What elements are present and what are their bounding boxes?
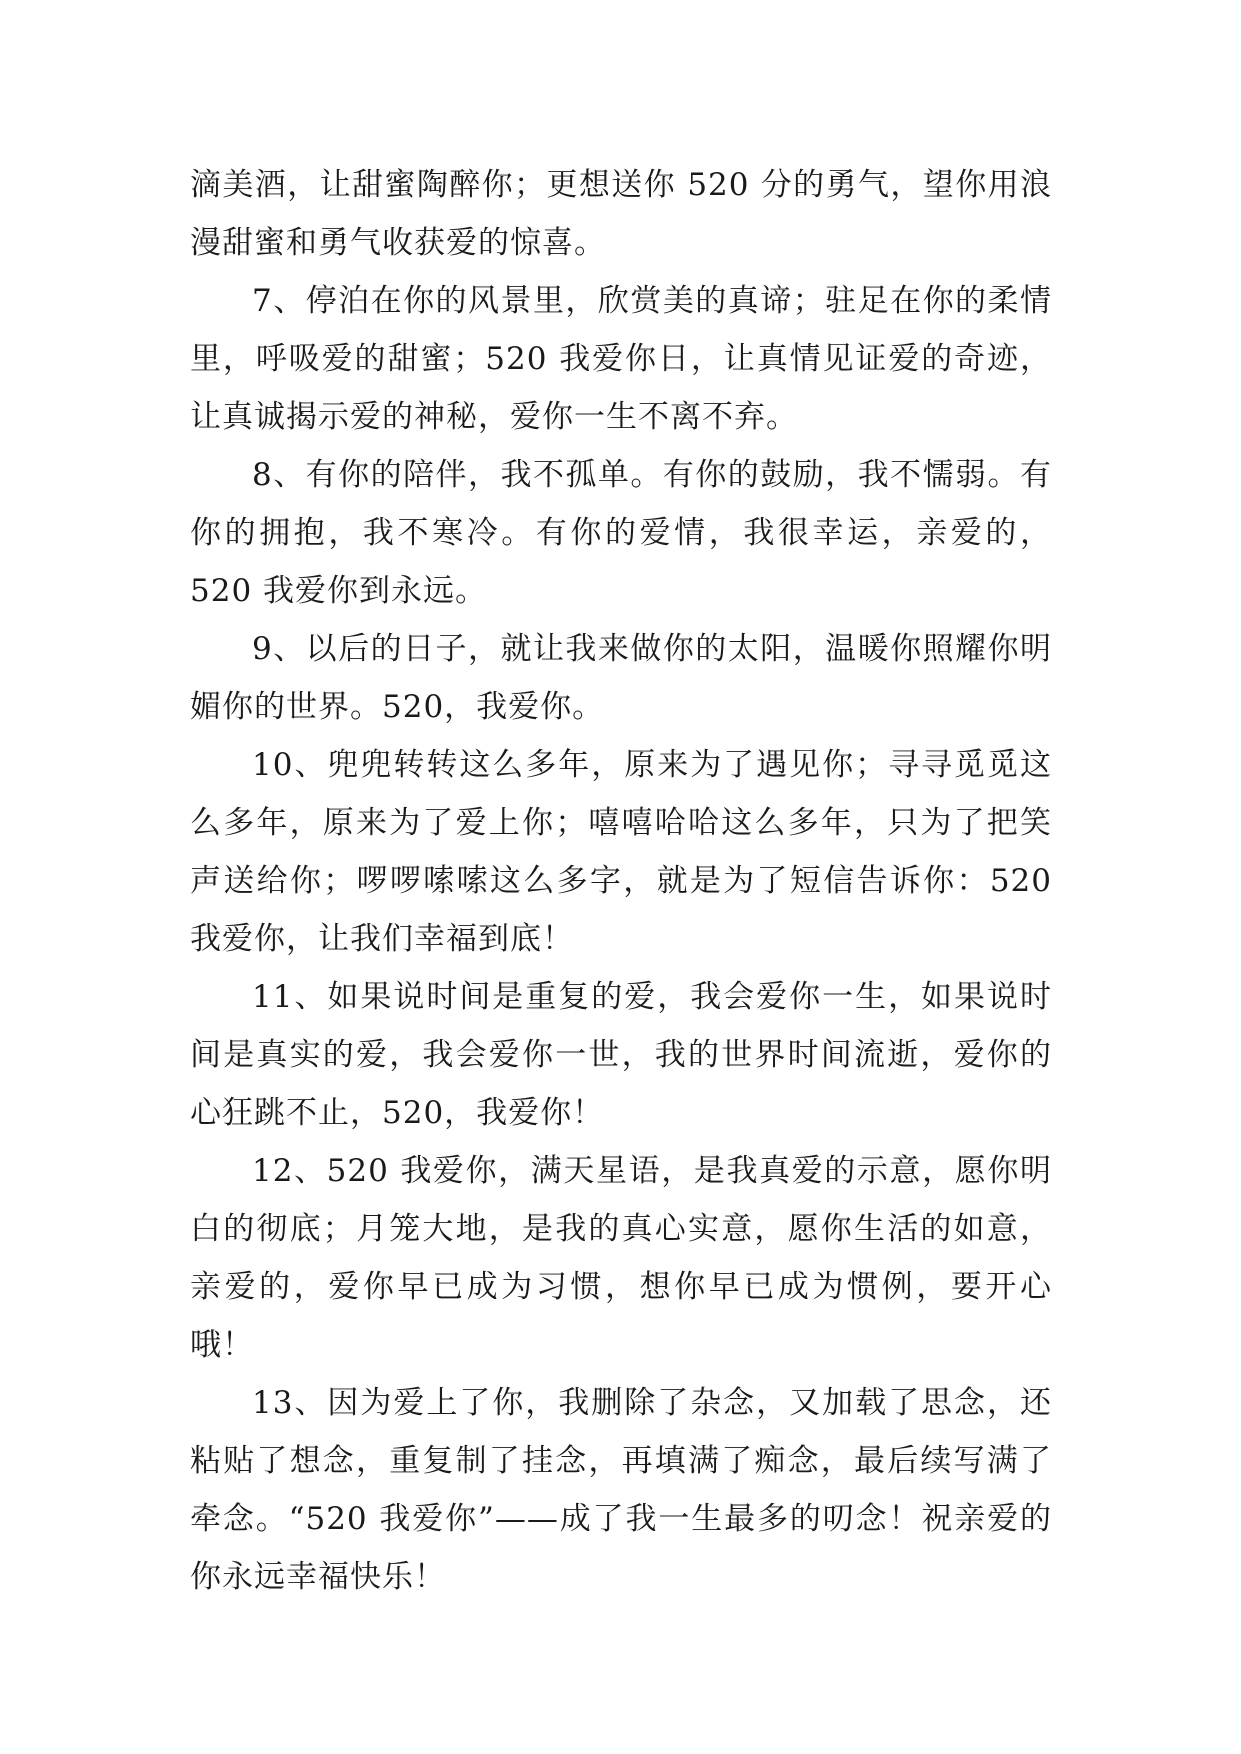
paragraph-item-9: 9、以后的日子，就让我来做你的太阳，温暖你照耀你明媚你的世界。520，我爱你。 — [190, 631, 1052, 725]
paragraph-item-13: 13、因为爱上了你，我删除了杂念，又加载了思念，还粘贴了想念，重复制了挂念，再填满了痴念，最后续写满了牵念。“520 我爱你”——成了我一生最多的叨念！祝亲爱的你永远幸福快乐！ — [190, 1385, 1052, 1595]
paragraph-continued: 滴美酒，让甜蜜陶醉你；更想送你 520 分的勇气，望你用浪漫甜蜜和勇气收获爱的惊喜。 — [190, 167, 1052, 261]
paragraph-item-12: 12、520 我爱你，满天星语，是我真爱的示意，愿你明白的彻底；月笼大地，是我的真心实意，愿你生活的如意，亲爱的，爱你早已成为习惯，想你早已成为惯例，要开心哦！ — [190, 1153, 1052, 1363]
paragraph-item-11: 11、如果说时间是重复的爱，我会爱你一生，如果说时间是真实的爱，我会爱你一世，我的世界时间流逝，爱你的心狂跳不止，520，我爱你！ — [190, 979, 1052, 1131]
paragraph-item-10: 10、兜兜转转这么多年，原来为了遇见你；寻寻觅觅这么多年，原来为了爱上你；嘻嘻哈哈这么多年，只为了把笑声送给你；啰啰嗦嗦这么多字，就是为了短信告诉你：520 我爱你，让我们幸福到底！ — [190, 747, 1052, 957]
paragraph-item-7: 7、停泊在你的风景里，欣赏美的真谛；驻足在你的柔情里，呼吸爱的甜蜜；520 我爱你日，让真情见证爱的奇迹，让真诚揭示爱的神秘，爱你一生不离不弃。 — [190, 283, 1052, 435]
paragraph-item-8: 8、有你的陪伴，我不孤单。有你的鼓励，我不懦弱。有你的拥抱，我不寒冷。有你的爱情，我很幸运，亲爱的，520 我爱你到永远。 — [190, 457, 1052, 609]
document-body — [190, 156, 1052, 1606]
